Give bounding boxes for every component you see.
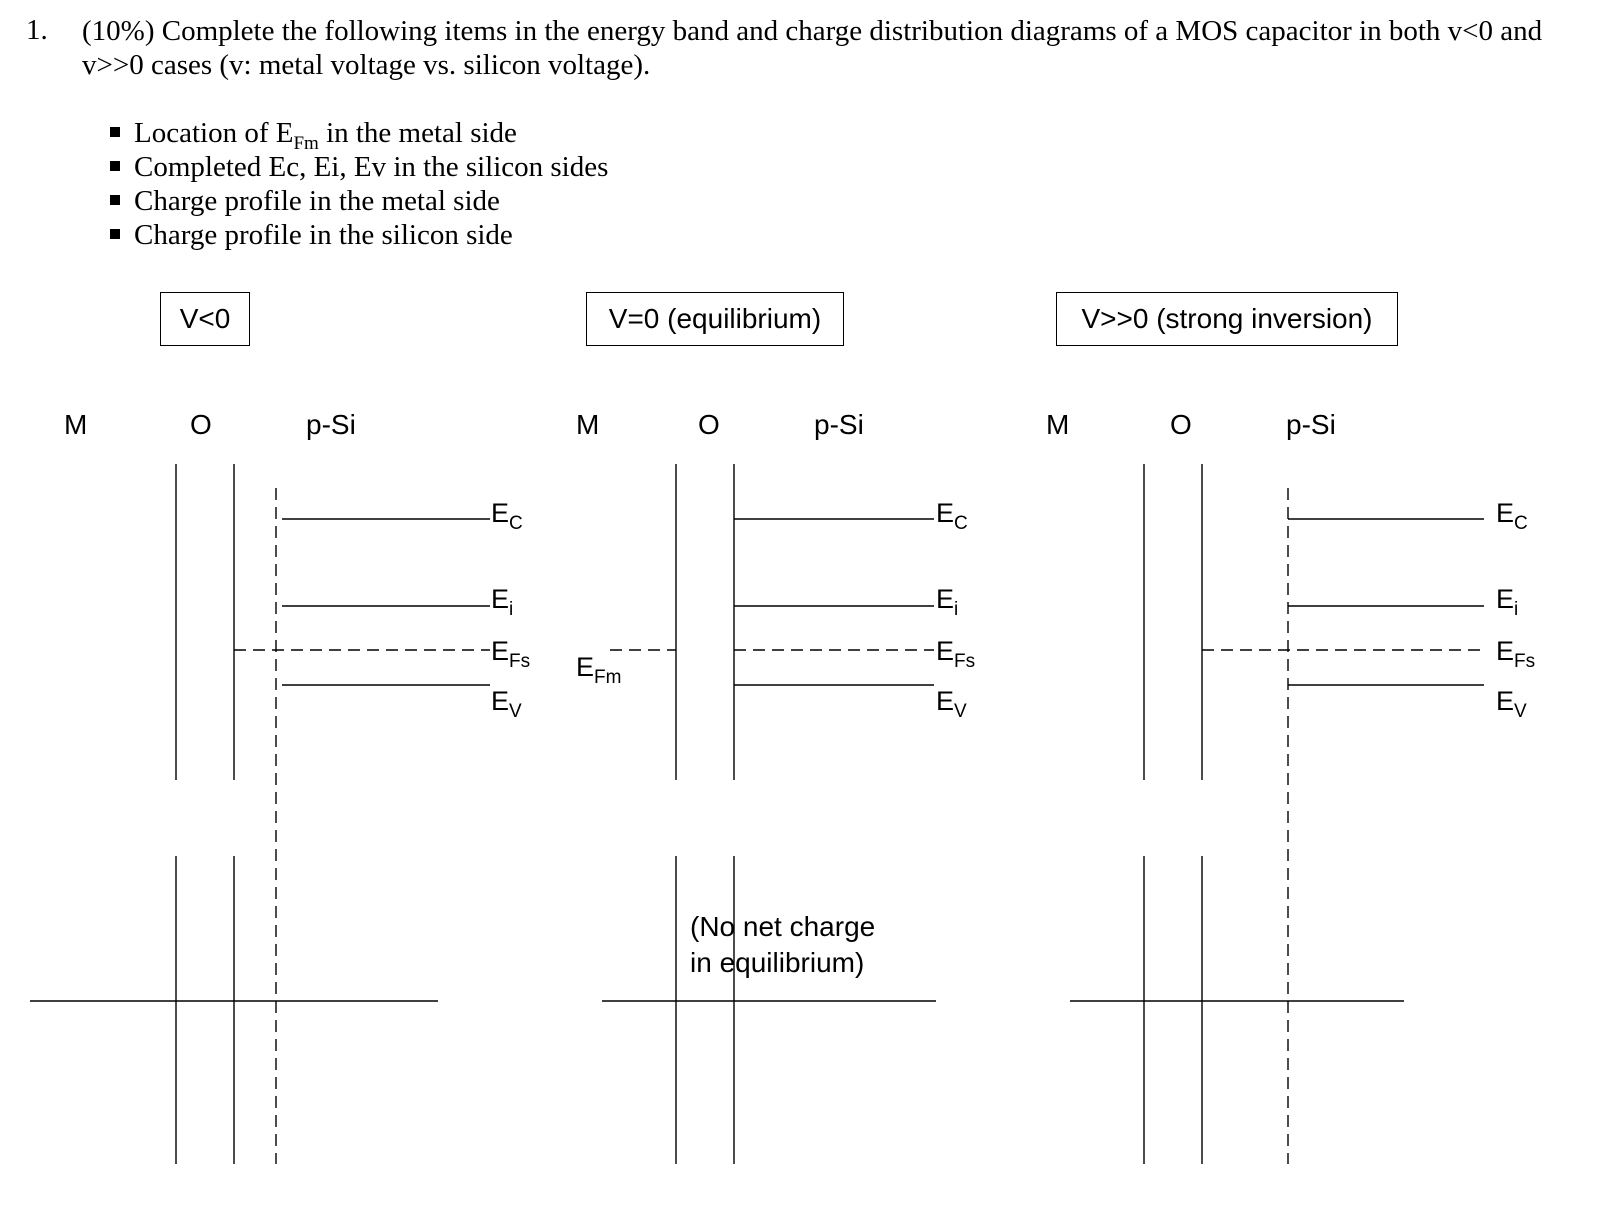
efm-label: $E_{Fm}$ <box>576 652 622 688</box>
list-item: Completed Ec, Ei, Ev in the silicon sides <box>108 152 608 186</box>
ec-label: $E_C$ <box>1496 498 1528 534</box>
ec-label: $E_C$ <box>936 498 968 534</box>
ei-label: $E_i$ <box>1496 584 1519 620</box>
case-title-v-strong-inversion: V>>0 (strong inversion) <box>1056 292 1398 346</box>
list-item: Location of $E_{Fm}$ in the metal side <box>108 118 608 152</box>
silicon-label: p-Si <box>1286 409 1336 440</box>
question-text: (10%) Complete the following items in the energy band and charge distribution diagrams of a MOS capacitor in both v<0 and v>>0 cases (v: metal voltage vs. silicon voltage). <box>82 15 1543 81</box>
efs-label: $E_{Fs}$ <box>936 636 976 672</box>
oxide-label: O <box>190 409 212 440</box>
list-item: Charge profile in the metal side <box>108 186 608 220</box>
case-title-v-zero: V=0 (equilibrium) <box>586 292 844 346</box>
silicon-label: p-Si <box>306 409 356 440</box>
ev-label: $E_V$ <box>936 686 967 722</box>
metal-label: M <box>64 409 88 440</box>
efs-label: $E_{Fs}$ <box>491 636 531 672</box>
case-title-v-negative: V<0 <box>160 292 250 346</box>
efs-label: $E_{Fs}$ <box>1496 636 1536 672</box>
ev-label: $E_V$ <box>1496 686 1527 722</box>
ei-label: $E_i$ <box>936 584 959 620</box>
oxide-label: O <box>698 409 720 440</box>
metal-label: M <box>1046 409 1070 440</box>
ev-label: $E_V$ <box>491 686 522 722</box>
list-item: Charge profile in the silicon side <box>108 220 608 254</box>
no-charge-note-line1: (No net charge <box>690 911 876 942</box>
no-charge-note-line2: in equilibrium) <box>690 947 865 978</box>
silicon-label: p-Si <box>814 409 864 440</box>
metal-label: M <box>576 409 600 440</box>
oxide-label: O <box>1170 409 1192 440</box>
question-number: 1. <box>26 14 48 46</box>
ei-label: $E_i$ <box>491 584 514 620</box>
ec-label: $E_C$ <box>491 498 523 534</box>
